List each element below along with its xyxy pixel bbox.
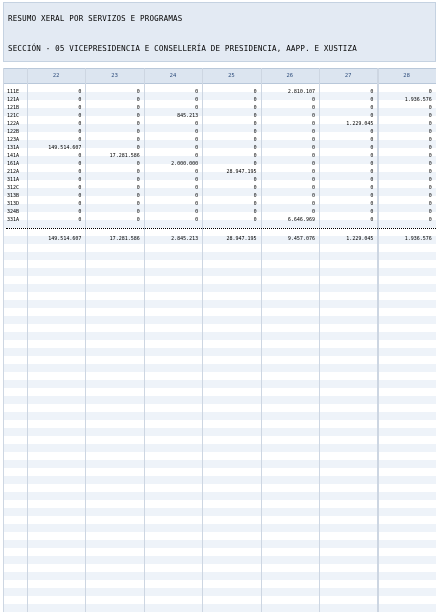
table-cell: 0 [136, 209, 140, 215]
table-cell: 0 [78, 217, 82, 223]
total-cell: 1.936.576 [404, 236, 432, 242]
program-code: 161A [7, 161, 20, 167]
table-cell: 0 [311, 185, 315, 191]
report-header [3, 2, 436, 62]
program-code: 313B [7, 193, 20, 199]
table-row [3, 184, 436, 192]
totals-row [3, 235, 436, 243]
table-cell: 1.229.045 [346, 121, 374, 127]
table-row [3, 160, 436, 168]
table-row [3, 128, 436, 136]
table-cell: 0 [428, 169, 432, 175]
table-cell: 0 [78, 201, 82, 207]
table-cell: 0 [78, 161, 82, 167]
table-cell: 0 [253, 177, 257, 183]
table-cell: 2.000.000 [171, 161, 199, 167]
total-cell: 9.457.076 [287, 236, 315, 242]
table-cell: 0 [370, 129, 374, 135]
table-row [3, 112, 436, 120]
table-cell: 0 [136, 185, 140, 191]
table-row [3, 120, 436, 128]
table-row [3, 96, 436, 104]
report-title: RESUMO XERAL POR SERVIZOS E PROGRAMAS [8, 14, 183, 23]
table-cell: 845.213 [177, 113, 199, 119]
table-cell: 0 [311, 97, 315, 103]
program-code: 121B [7, 105, 20, 111]
table-cell: 0 [311, 177, 315, 183]
table-cell: 0 [253, 193, 257, 199]
totals-separator [6, 228, 436, 229]
table-cell: 0 [136, 129, 140, 135]
program-code: 212A [7, 169, 20, 175]
table-cell: 0 [78, 129, 82, 135]
table-cell: 0 [78, 97, 82, 103]
table-cell: 0 [428, 193, 432, 199]
table-cell: 0 [195, 145, 199, 151]
table-cell: 0 [253, 217, 257, 223]
table-cell: 0 [195, 97, 199, 103]
table-cell: 0 [195, 209, 199, 215]
program-code: 313D [7, 201, 20, 207]
table-cell: 0 [311, 153, 315, 159]
table-cell: 0 [253, 121, 257, 127]
table-cell: 0 [428, 145, 432, 151]
table-cell: 0 [428, 89, 432, 95]
table-cell: 0 [311, 209, 315, 215]
table-cell: 0 [428, 105, 432, 111]
table-cell: 0 [253, 161, 257, 167]
table-cell: 0 [253, 129, 257, 135]
table-row [3, 176, 436, 184]
table-cell: 17.281.586 [109, 153, 140, 159]
column-header-24[interactable]: 24 [169, 73, 177, 79]
program-code: 111E [7, 89, 20, 95]
table-cell: 0 [195, 185, 199, 191]
summary-table [3, 68, 436, 612]
table-cell: 0 [370, 185, 374, 191]
table-cell: 0 [370, 177, 374, 183]
table-cell: 0 [78, 113, 82, 119]
table-cell: 149.514.607 [48, 145, 82, 151]
program-code: 324B [7, 209, 20, 215]
table-cell: 0 [136, 145, 140, 151]
total-cell: 2.845.213 [171, 236, 199, 242]
column-header-27[interactable]: 27 [344, 73, 352, 79]
table-cell: 0 [78, 153, 82, 159]
table-cell: 0 [428, 121, 432, 127]
table-cell: 0 [78, 89, 82, 95]
total-cell: 17.281.586 [109, 236, 140, 242]
table-cell: 0 [370, 193, 374, 199]
table-cell: 0 [78, 105, 82, 111]
table-cell: 0 [428, 217, 432, 223]
column-header-26[interactable]: 26 [286, 73, 294, 79]
table-cell: 0 [78, 177, 82, 183]
table-row [3, 104, 436, 112]
table-cell: 28.947.195 [226, 169, 257, 175]
table-cell: 0 [253, 97, 257, 103]
table-cell: 0 [253, 201, 257, 207]
table-cell: 0 [195, 129, 199, 135]
table-row [3, 152, 436, 160]
program-code: 123A [7, 137, 20, 143]
total-cell: 28.947.195 [226, 236, 257, 242]
table-cell: 0 [136, 201, 140, 207]
table-cell: 0 [428, 153, 432, 159]
table-cell: 0 [195, 217, 199, 223]
table-cell: 0 [136, 89, 140, 95]
program-code: 121A [7, 97, 20, 103]
table-cell: 0 [136, 121, 140, 127]
table-row [3, 200, 436, 208]
program-code: 131A [7, 145, 20, 151]
table-row [3, 88, 436, 96]
table-cell: 0 [136, 97, 140, 103]
table-cell: 0 [311, 129, 315, 135]
table-cell: 0 [136, 113, 140, 119]
program-code: 312C [7, 185, 20, 191]
program-code: 122A [7, 121, 20, 127]
table-cell: 0 [78, 209, 82, 215]
table-cell: 0 [370, 89, 374, 95]
table-cell: 0 [428, 201, 432, 207]
table-row [3, 216, 436, 224]
section-title: SECCIÓN - 05 VICEPRESIDENCIA E CONSELLERÍA DE PRESIDENCIA, AAPP. E XUSTIZA [8, 44, 357, 53]
table-cell: 0 [370, 201, 374, 207]
program-code: 122B [7, 129, 20, 135]
table-cell: 0 [136, 169, 140, 175]
table-cell: 0 [253, 113, 257, 119]
table-cell: 0 [428, 113, 432, 119]
table-row [3, 136, 436, 144]
table-cell: 0 [311, 121, 315, 127]
table-row [3, 208, 436, 216]
table-cell: 1.936.576 [404, 97, 432, 103]
table-cell: 0 [311, 169, 315, 175]
table-cell: 0 [253, 145, 257, 151]
program-code: 121C [7, 113, 20, 119]
total-cell: 149.514.607 [48, 236, 82, 242]
table-cell: 0 [370, 217, 374, 223]
table-cell: 0 [136, 161, 140, 167]
table-cell: 0 [195, 153, 199, 159]
table-cell: 0 [253, 137, 257, 143]
table-cell: 0 [136, 217, 140, 223]
table-cell: 0 [370, 169, 374, 175]
table-cell: 0 [78, 185, 82, 191]
column-header-23[interactable]: 23 [111, 73, 118, 79]
table-cell: 0 [195, 105, 199, 111]
table-cell: 0 [428, 129, 432, 135]
table-cell: 0 [311, 137, 315, 143]
column-header-28[interactable]: 28 [403, 73, 410, 79]
table-cell: 0 [195, 201, 199, 207]
table-cell: 0 [253, 105, 257, 111]
program-code: 311A [7, 177, 20, 183]
table-row [3, 144, 436, 152]
table-cell: 0 [370, 209, 374, 215]
table-cell: 0 [311, 193, 315, 199]
table-cell: 0 [370, 145, 374, 151]
table-row [3, 192, 436, 200]
column-header-22[interactable]: 22 [52, 73, 60, 79]
table-cell: 0 [78, 169, 82, 175]
table-cell: 0 [195, 169, 199, 175]
table-cell: 0 [370, 97, 374, 103]
table-cell: 0 [311, 105, 315, 111]
table-cell: 0 [370, 137, 374, 143]
table-cell: 0 [370, 105, 374, 111]
table-cell: 0 [428, 177, 432, 183]
table-cell: 0 [195, 137, 199, 143]
table-cell: 0 [311, 161, 315, 167]
table-cell: 6.646.969 [287, 217, 315, 223]
table-row [3, 168, 436, 176]
table-cell: 0 [78, 121, 82, 127]
total-cell: 1.229.045 [346, 236, 374, 242]
table-cell: 0 [253, 153, 257, 159]
table-cell: 0 [78, 137, 82, 143]
program-code: 331A [7, 217, 20, 223]
table-cell: 0 [195, 177, 199, 183]
table-cell: 0 [136, 105, 140, 111]
table-cell: 0 [370, 113, 374, 119]
column-header-25[interactable]: 25 [228, 73, 235, 79]
table-cell: 0 [428, 209, 432, 215]
table-cell: 0 [253, 89, 257, 95]
table-cell: 0 [370, 153, 374, 159]
table-cell: 0 [136, 193, 140, 199]
table-cell: 0 [428, 185, 432, 191]
table-cell: 0 [311, 145, 315, 151]
table-cell: 0 [370, 161, 374, 167]
table-cell: 0 [253, 209, 257, 215]
table-cell: 2.810.107 [287, 89, 315, 95]
table-cell: 0 [428, 137, 432, 143]
table-cell: 0 [428, 161, 432, 167]
table-cell: 0 [311, 201, 315, 207]
table-cell: 0 [253, 185, 257, 191]
table-cell: 0 [195, 89, 199, 95]
table-cell: 0 [195, 121, 199, 127]
table-cell: 0 [78, 193, 82, 199]
table-cell: 0 [136, 137, 140, 143]
table-cell: 0 [195, 193, 199, 199]
table-cell: 0 [311, 113, 315, 119]
table-cell: 0 [136, 177, 140, 183]
program-code: 141A [7, 153, 20, 159]
